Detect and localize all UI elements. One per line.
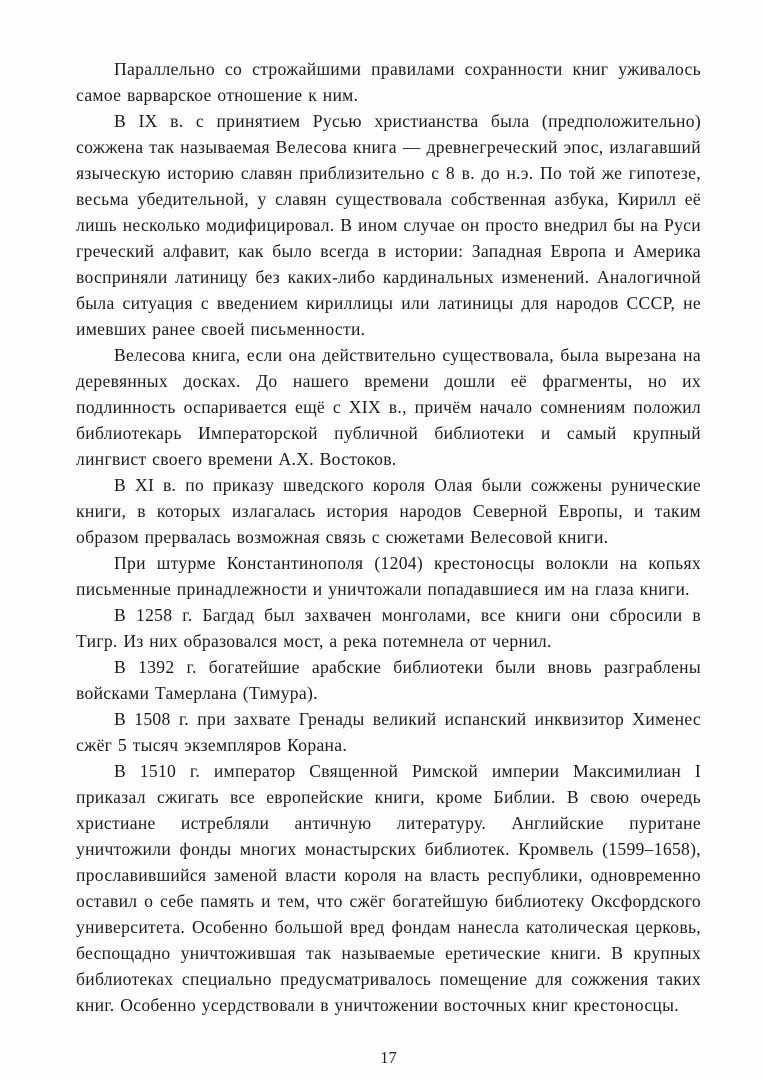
paragraph: В 1392 г. богатейшие арабские библиотеки были вновь разграблены войсками Тамерлана (Тимура). [76,657,701,703]
paragraph: В 1258 г. Багдад был захвачен монголами, все книги они сбросили в Тигр. Из них образовался мост, а река потемнела от чернил. [76,605,701,651]
paragraph: Велесова книга, если она действительно существовала, была вырезана на деревянных досках. До нашего времени дошли её фрагменты, но их подлинность оспаривается ещё с XIX в., причём начало сомнениям положил библиотекарь Императорской публичной библиотеки и самый крупный лингвист своего времени А.Х. Востоков. [76,345,701,469]
paragraph: В 1508 г. при захвате Гренады великий испанский инквизитор Хименес сжёг 5 тысяч экземпляров Корана. [76,709,701,755]
paragraph: При штурме Константинополя (1204) крестоносцы волокли на копьях письменные принадлежности и уничтожали попадавшиеся им на глаза книги. [76,553,701,599]
page-text-block [76,56,701,1038]
page-number: 17 [380,1048,397,1067]
paragraph: В 1510 г. император Священной Римской империи Максимилиан I приказал сжигать все европейские книги, кроме Библии. В свою очередь христиане истребляли античную литературу. Английские пуритане уничтожили фонды многих монастырских библиотек. Кромвель (1599–1658), прославившийся заменой власти короля на власть республики, одновременно оставил о себе память и тем, что сжёг богатейшую библиотеку Оксфордского университета. Особенно большой вред фондам нанесла католическая церковь, беспощадно уничтожившая так называемые еретические книги. В крупных библиотеках специально предусматривалось помещение для сожжения таких книг. Особенно усердствовали в уничтожении восточных книг крестоносцы. [76,761,701,1015]
paragraph: Параллельно со строжайшими правилами сохранности книг уживалось самое варварское отношение к ним. [76,59,701,105]
paragraph: В XI в. по приказу шведского короля Олая были сожжены рунические книги, в которых излагалась история народов Северной Европы, и таким образом прервалась возможная связь с сюжетами Велесовой книги. [76,475,701,547]
paragraph: В IX в. с принятием Русью христианства была (предположительно) сожжена так называемая Велесова книга — древнегреческий эпос, излагавший языческую историю славян приблизительно с 8 в. до н.э. По той же гипотезе, весьма убедительной, у славян существовала собственная азбука, Кирилл её лишь несколько модифицировал. В ином случае он просто внедрил бы на Руси греческий алфавит, как было всегда в истории: Западная Европа и Америка восприняли латиницу без каких-либо кардинальных изменений. Аналогичной была ситуация с введением кириллицы или латиницы для народов СССР, не имевших ранее своей письменности. [76,111,701,339]
